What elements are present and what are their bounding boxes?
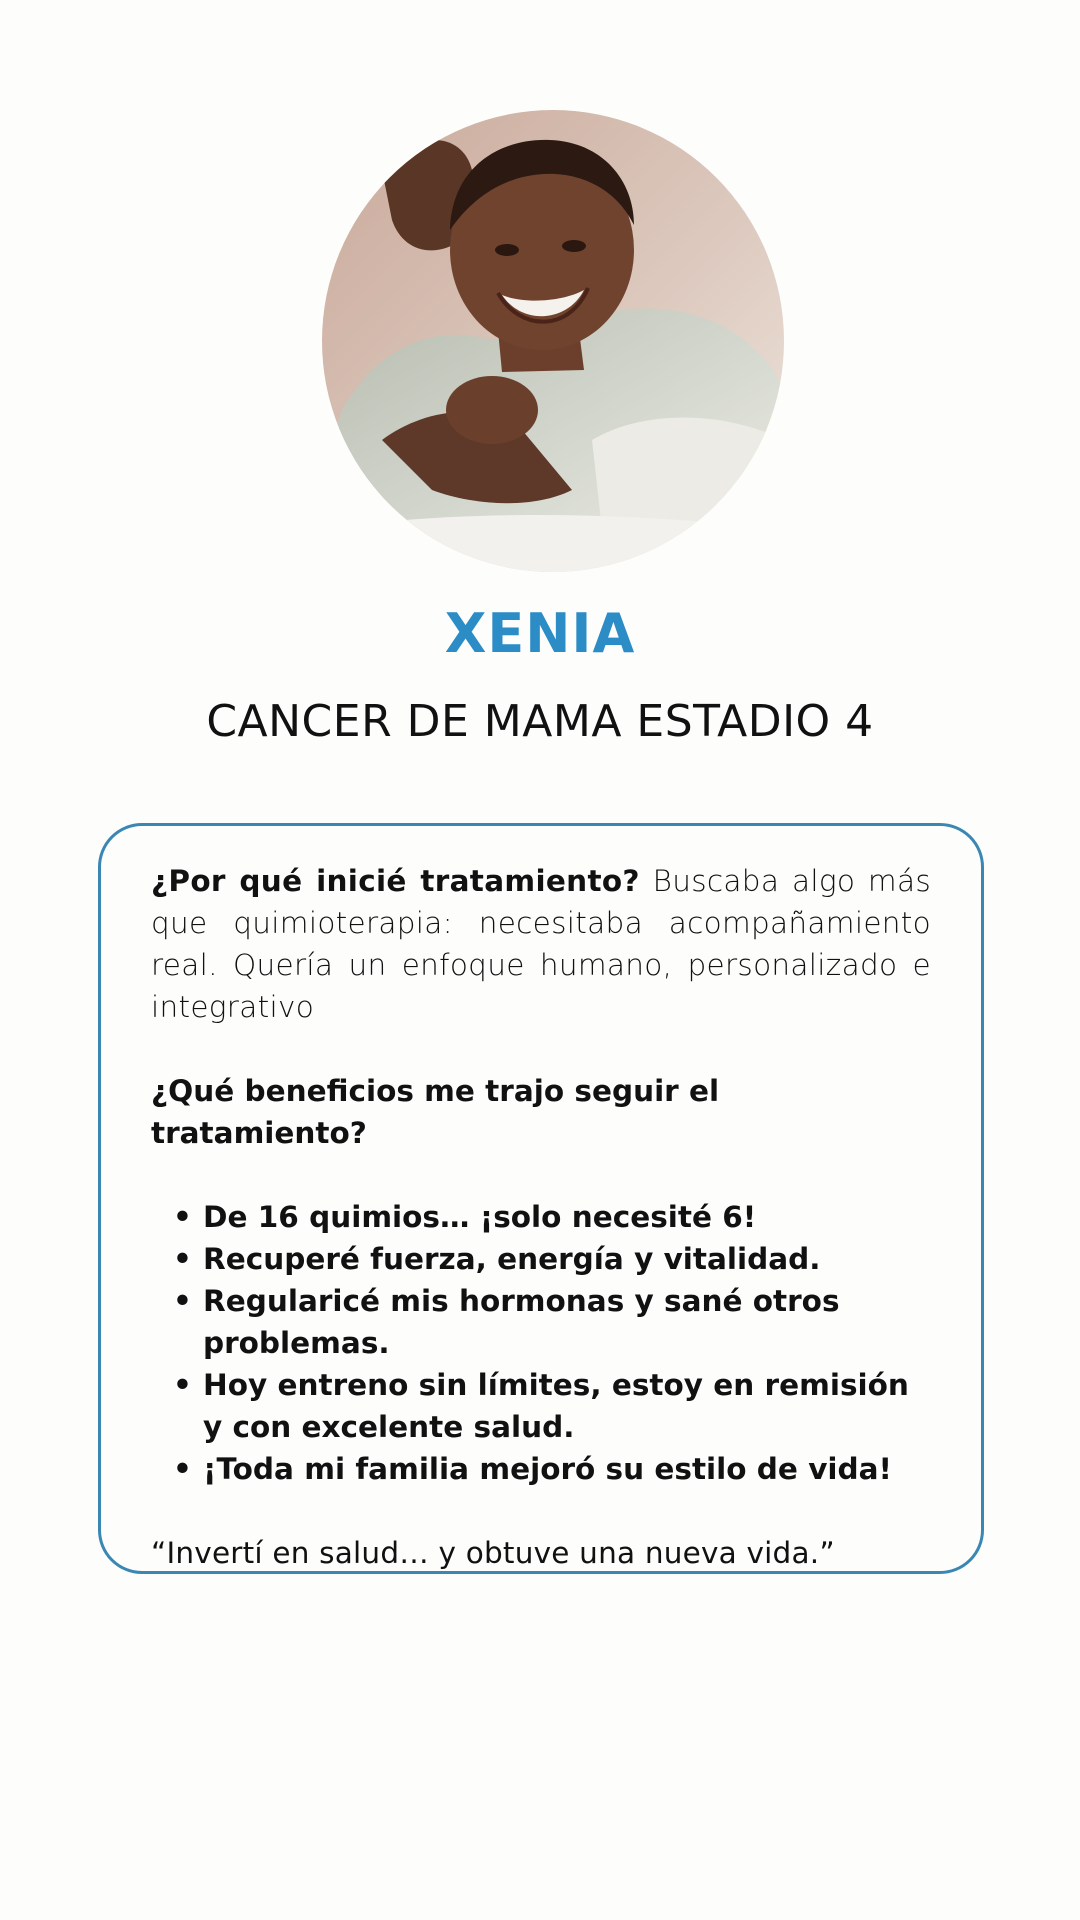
benefit-item [173,1448,931,1490]
benefits-list [151,1196,931,1490]
benefit-item [173,1280,931,1364]
bullet-icon: • [173,1368,192,1402]
benefit-text: ¡Toda mi familia mejoró su estilo de vida! [203,1452,893,1486]
benefit-item [173,1238,931,1280]
patient-name: XENIA [444,602,636,665]
bullet-icon: • [173,1452,192,1486]
portrait-illustration [322,110,784,572]
benefit-text: Regularicé mis hormonas y sané otros problemas. [203,1284,840,1360]
portrait-photo [322,110,784,572]
closing-quote: “Invertí en salud… y obtuve una nueva vida.” [151,1536,835,1570]
intro-paragraph [151,860,931,1028]
bullet-icon: • [173,1242,192,1276]
benefit-text: De 16 quimios… ¡solo necesité 6! [203,1200,757,1234]
benefit-item [173,1196,931,1238]
benefit-text: Hoy entreno sin límites, estoy en remisión y con excelente salud. [203,1368,909,1444]
diagnosis-title: CANCER DE MAMA ESTADIO 4 [206,696,874,747]
benefit-item [173,1364,931,1448]
intro-answer: Buscaba algo más que quimioterapia: necesitaba acompañamiento real. Quería un enfoque humano, personalizado e integrativo [151,864,932,1024]
bullet-icon: • [173,1200,192,1234]
benefits-heading: ¿Qué beneficios me trajo seguir el tratamiento? [151,1074,720,1150]
intro-question: ¿Por qué inicié tratamiento? [151,864,640,898]
benefit-text: Recuperé fuerza, energía y vitalidad. [203,1242,821,1276]
bullet-icon: • [173,1284,192,1318]
testimonial-card [98,823,984,1574]
